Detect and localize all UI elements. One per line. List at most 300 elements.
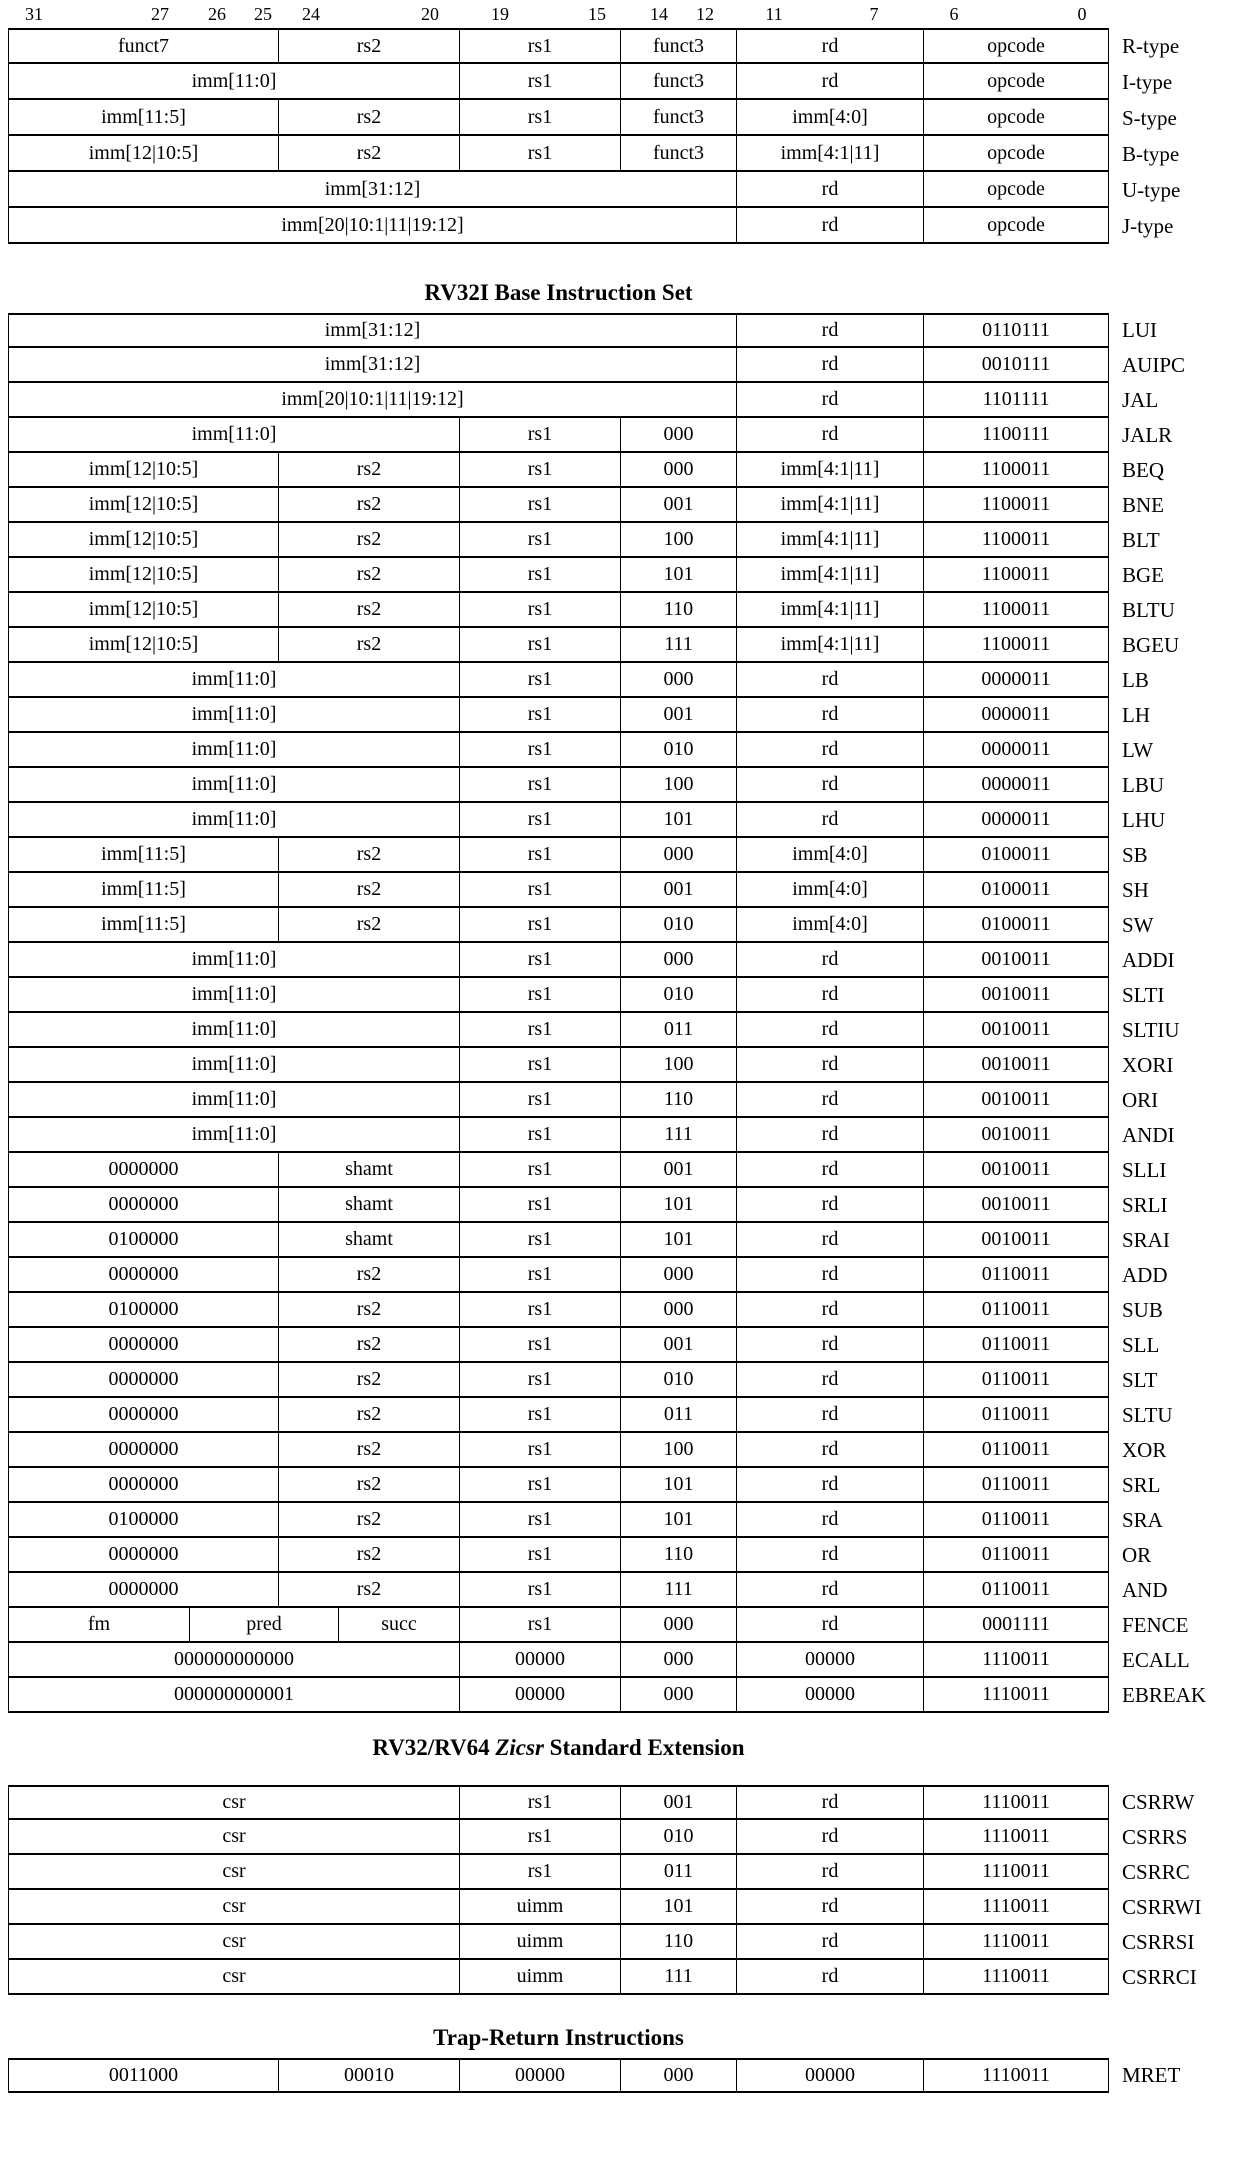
- field-cell: rs1: [460, 1468, 621, 1501]
- encoding-fields: [8, 873, 1109, 908]
- instruction-label: FENCE: [1122, 1613, 1189, 1637]
- field-cell: 000: [621, 453, 737, 486]
- encoding-fields: [8, 64, 1109, 100]
- field-cell: 101: [621, 1503, 737, 1536]
- field-cell: imm[4:0]: [737, 838, 924, 871]
- field-cell: 0000000: [9, 1363, 279, 1396]
- table-row: [8, 1083, 1206, 1118]
- field-cell: rs2: [279, 523, 460, 556]
- field-cell: 0100000: [9, 1293, 279, 1326]
- field-cell: 1100011: [981, 633, 1051, 655]
- field-cell: csr: [9, 1960, 460, 1993]
- table-row: [8, 908, 1206, 943]
- field-cell: imm[4:1|11]: [737, 136, 924, 170]
- table-row: [8, 1643, 1206, 1678]
- field-cell: 000000000001: [9, 1678, 460, 1711]
- field-cell: rd: [737, 315, 924, 346]
- field-cell: 101: [621, 1223, 737, 1256]
- field-cell: imm[11:0]: [9, 1083, 460, 1116]
- table-row: [8, 172, 1180, 208]
- field-cell: imm[4:1|11]: [737, 453, 924, 486]
- field-cell: imm[4:1|11]: [737, 523, 924, 556]
- field-cell: rs1: [460, 943, 621, 976]
- table-row: [8, 1855, 1201, 1890]
- encoding-fields: [8, 348, 1109, 383]
- field-cell: imm[11:0]: [9, 943, 460, 976]
- field-cell: imm[11:5]: [9, 908, 279, 941]
- encoding-fields: [8, 1223, 1109, 1258]
- field-cell: uimm: [460, 1890, 621, 1923]
- field-cell: rd: [737, 1083, 924, 1116]
- field-cell: 1100011: [981, 528, 1051, 550]
- encoding-fields: [8, 2058, 1109, 2093]
- field-cell: 0010111: [981, 353, 1051, 375]
- table-row: [8, 1433, 1206, 1468]
- field-cell: rd: [737, 30, 924, 62]
- field-cell: imm[4:1|11]: [737, 593, 924, 626]
- field-cell: 001: [621, 488, 737, 521]
- field-cell: rd: [737, 1820, 924, 1853]
- field-cell: rd: [737, 1608, 924, 1641]
- field-cell: 00000: [737, 1678, 924, 1711]
- field-cell: 111: [621, 1573, 737, 1606]
- encoding-fields: [8, 943, 1109, 978]
- field-cell: 0010011: [981, 1193, 1051, 1215]
- instruction-label: MRET: [1122, 2063, 1181, 2087]
- field-cell: rs1: [460, 1223, 621, 1256]
- encoding-fields: [8, 383, 1109, 418]
- field-cell: 0110011: [981, 1403, 1051, 1425]
- field-cell: imm[31:12]: [9, 348, 737, 381]
- table-row: [8, 1925, 1201, 1960]
- field-cell: 0000000: [9, 1573, 279, 1606]
- field-cell: 010: [621, 978, 737, 1011]
- table-row: [8, 978, 1206, 1013]
- field-cell: 000: [621, 838, 737, 871]
- field-cell: csr: [9, 1925, 460, 1958]
- table-row: [8, 1153, 1206, 1188]
- encoding-fields: [8, 1925, 1109, 1960]
- instruction-label: U-type: [1122, 177, 1181, 202]
- bit-tick-label: 19: [491, 4, 509, 24]
- field-cell: rd: [737, 1503, 924, 1536]
- field-cell: 111: [621, 628, 737, 661]
- instruction-label: ECALL: [1122, 1648, 1190, 1672]
- field-cell: imm[11:0]: [9, 768, 460, 801]
- field-cell: fm: [9, 1608, 190, 1641]
- field-cell: 0000011: [981, 808, 1051, 830]
- field-cell: 001: [621, 1787, 737, 1818]
- field-cell: rd: [737, 803, 924, 836]
- table-row: [8, 1188, 1206, 1223]
- field-cell: 111: [621, 1960, 737, 1993]
- field-cell: rd: [737, 733, 924, 766]
- bit-tick-label: 14: [650, 4, 668, 24]
- field-cell: rs2: [279, 453, 460, 486]
- bit-tick-label: 0: [1077, 4, 1087, 24]
- field-cell: rs1: [460, 978, 621, 1011]
- encoding-fields: [8, 628, 1109, 663]
- field-cell: rs1: [460, 136, 621, 170]
- encoding-fields: [8, 1820, 1109, 1855]
- field-cell: funct3: [621, 30, 737, 62]
- encoding-fields: [8, 1960, 1109, 1995]
- field-cell: 000: [621, 2060, 737, 2091]
- bit-tick-label: 24: [302, 4, 320, 24]
- table-row: [8, 418, 1206, 453]
- table-row: [8, 64, 1180, 100]
- field-cell: imm[20|10:1|11|19:12]: [9, 208, 737, 242]
- field-cell: 0100011: [981, 843, 1051, 865]
- field-cell: 000: [621, 418, 737, 451]
- table-row: [8, 1538, 1206, 1573]
- field-cell: funct3: [621, 136, 737, 170]
- field-cell: opcode: [987, 34, 1045, 57]
- instruction-label: EBREAK: [1122, 1683, 1206, 1707]
- table-row: [8, 1293, 1206, 1328]
- field-cell: 1100011: [981, 493, 1051, 515]
- instruction-label: SW: [1122, 913, 1154, 937]
- bit-tick-label: 11: [765, 4, 783, 24]
- table-row: [8, 313, 1206, 348]
- field-cell: rs2: [279, 873, 460, 906]
- instruction-label: I-type: [1122, 69, 1173, 94]
- table-row: [8, 1785, 1201, 1820]
- field-cell: rs2: [279, 488, 460, 521]
- field-cell: rs1: [460, 1188, 621, 1221]
- rv32i-table: [8, 313, 1206, 1713]
- table-row: [8, 873, 1206, 908]
- field-cell: 100: [621, 1048, 737, 1081]
- field-cell: csr: [9, 1890, 460, 1923]
- instruction-label: BGEU: [1122, 633, 1180, 657]
- field-cell: rs1: [460, 733, 621, 766]
- instruction-label: CSRRWI: [1122, 1895, 1202, 1919]
- table-row: [8, 1573, 1206, 1608]
- field-cell: 101: [621, 803, 737, 836]
- instruction-label: SLTI: [1122, 983, 1165, 1007]
- field-cell: csr: [9, 1787, 460, 1818]
- field-cell: rs1: [460, 698, 621, 731]
- field-cell: 000000000000: [9, 1643, 460, 1676]
- field-cell: rs1: [460, 418, 621, 451]
- field-cell: rs1: [460, 1153, 621, 1186]
- field-cell: 1110011: [982, 1895, 1050, 1917]
- zicsr-title-post: Standard Extension: [543, 1735, 745, 1760]
- field-cell: imm[12|10:5]: [9, 558, 279, 591]
- field-cell: imm[4:1|11]: [737, 558, 924, 591]
- table-row: [8, 2058, 1180, 2093]
- encoding-fields: [8, 908, 1109, 943]
- encoding-fields: [8, 136, 1109, 172]
- field-cell: 100: [621, 1433, 737, 1466]
- field-cell: 0110011: [981, 1473, 1051, 1495]
- instruction-label: CSRRC: [1122, 1860, 1190, 1884]
- field-cell: rs1: [460, 628, 621, 661]
- instruction-label: JAL: [1122, 388, 1159, 412]
- field-cell: 0010011: [981, 1018, 1051, 1040]
- field-cell: rs2: [279, 1468, 460, 1501]
- field-cell: rd: [737, 172, 924, 206]
- table-row: [8, 1258, 1206, 1293]
- field-cell: 001: [621, 1153, 737, 1186]
- instruction-label: BGE: [1122, 563, 1164, 587]
- field-cell: imm[12|10:5]: [9, 453, 279, 486]
- field-cell: imm[4:0]: [737, 873, 924, 906]
- field-cell: imm[4:1|11]: [737, 628, 924, 661]
- encoding-fields: [8, 1855, 1109, 1890]
- trap-title-text: Trap-Return Instructions: [433, 2025, 684, 2050]
- field-cell: 0000000: [9, 1258, 279, 1291]
- encoding-fields: [8, 1503, 1109, 1538]
- field-cell: rs2: [279, 628, 460, 661]
- bit-tick-label: 7: [869, 4, 879, 24]
- field-cell: shamt: [279, 1153, 460, 1186]
- bit-tick-label: 31: [25, 4, 43, 24]
- bit-tick-label: 25: [254, 4, 272, 24]
- table-row: [8, 663, 1206, 698]
- field-cell: 0110111: [982, 319, 1050, 341]
- field-cell: imm[12|10:5]: [9, 628, 279, 661]
- field-cell: imm[11:0]: [9, 803, 460, 836]
- field-cell: 1110011: [982, 1825, 1050, 1847]
- field-cell: 0100011: [981, 913, 1051, 935]
- field-cell: shamt: [279, 1223, 460, 1256]
- table-row: [8, 593, 1206, 628]
- field-cell: rd: [737, 1925, 924, 1958]
- encoding-fields: [8, 208, 1109, 244]
- field-cell: 0000011: [981, 668, 1051, 690]
- field-cell: rs1: [460, 30, 621, 62]
- field-cell: 00000: [737, 2060, 924, 2091]
- field-cell: imm[12|10:5]: [9, 488, 279, 521]
- field-cell: 1110011: [982, 1860, 1050, 1882]
- field-cell: 1110011: [982, 1683, 1050, 1705]
- field-cell: uimm: [460, 1925, 621, 1958]
- field-cell: rs1: [460, 1013, 621, 1046]
- field-cell: 001: [621, 1328, 737, 1361]
- encoding-fields: [8, 1013, 1109, 1048]
- field-cell: rd: [737, 383, 924, 416]
- field-cell: 000: [621, 1678, 737, 1711]
- field-cell: rd: [737, 1433, 924, 1466]
- field-cell: rd: [737, 698, 924, 731]
- bit-tick-label: 12: [696, 4, 714, 24]
- field-cell: 0100011: [981, 878, 1051, 900]
- table-row: [8, 1013, 1206, 1048]
- table-row: [8, 628, 1206, 663]
- field-cell: 00000: [737, 1643, 924, 1676]
- table-row: [8, 1678, 1206, 1713]
- instruction-label: SRAI: [1122, 1228, 1170, 1252]
- field-cell: rs1: [460, 1503, 621, 1536]
- encoding-fields: [8, 1118, 1109, 1153]
- table-row: [8, 838, 1206, 873]
- field-cell: rs1: [460, 1048, 621, 1081]
- instruction-label: J-type: [1122, 213, 1174, 238]
- field-cell: rd: [737, 1188, 924, 1221]
- encoding-fields: [8, 1678, 1109, 1713]
- instruction-label: OR: [1122, 1543, 1152, 1567]
- field-cell: rs1: [460, 1083, 621, 1116]
- field-cell: rs2: [279, 100, 460, 134]
- field-cell: 0110011: [981, 1578, 1051, 1600]
- field-cell: 1101111: [982, 388, 1050, 410]
- encoding-fields: [8, 1258, 1109, 1293]
- instruction-label: SLL: [1122, 1333, 1160, 1357]
- encoding-fields: [8, 488, 1109, 523]
- field-cell: 0110011: [981, 1543, 1051, 1565]
- field-cell: 1110011: [982, 1791, 1050, 1813]
- field-cell: rd: [737, 1258, 924, 1291]
- field-cell: imm[11:0]: [9, 663, 460, 696]
- table-row: [8, 453, 1206, 488]
- field-cell: 0000000: [9, 1468, 279, 1501]
- instruction-format-table: [8, 28, 1180, 244]
- field-cell: 0000011: [981, 773, 1051, 795]
- field-cell: rd: [737, 1013, 924, 1046]
- instruction-label: ANDI: [1122, 1123, 1175, 1147]
- field-cell: 010: [621, 1820, 737, 1853]
- table-row: [8, 803, 1206, 838]
- field-cell: rs1: [460, 523, 621, 556]
- field-cell: rd: [737, 663, 924, 696]
- field-cell: opcode: [987, 69, 1045, 92]
- encoding-fields: [8, 453, 1109, 488]
- field-cell: 010: [621, 1363, 737, 1396]
- zicsr-table: [8, 1785, 1201, 1995]
- field-cell: 0110011: [981, 1263, 1051, 1285]
- encoding-fields: [8, 558, 1109, 593]
- field-cell: 101: [621, 1468, 737, 1501]
- field-cell: 011: [621, 1013, 737, 1046]
- field-cell: rs2: [279, 1573, 460, 1606]
- trap-return-table: [8, 2058, 1180, 2093]
- field-cell: rs2: [279, 1293, 460, 1326]
- field-cell: 0000000: [9, 1153, 279, 1186]
- field-cell: rd: [737, 1960, 924, 1993]
- encoding-fields: [8, 1890, 1109, 1925]
- field-cell: 000: [621, 1608, 737, 1641]
- field-cell: rd: [737, 1855, 924, 1888]
- instruction-label: ADDI: [1122, 948, 1175, 972]
- field-cell: 110: [621, 1538, 737, 1571]
- field-cell: rs1: [460, 1363, 621, 1396]
- table-row: [8, 1820, 1201, 1855]
- encoding-fields: [8, 1538, 1109, 1573]
- field-cell: 0110011: [981, 1368, 1051, 1390]
- field-cell: rd: [737, 943, 924, 976]
- table-row: [8, 136, 1180, 172]
- encoding-fields: [8, 978, 1109, 1013]
- instruction-label: CSRRW: [1122, 1790, 1195, 1814]
- instruction-label: XORI: [1122, 1053, 1174, 1077]
- instruction-label: BEQ: [1122, 458, 1164, 482]
- table-row: [8, 28, 1180, 64]
- field-cell: rs1: [460, 873, 621, 906]
- field-cell: rs1: [460, 100, 621, 134]
- encoding-fields: [8, 1433, 1109, 1468]
- encoding-fields: [8, 733, 1109, 768]
- field-cell: 0010011: [981, 1158, 1051, 1180]
- field-cell: rs2: [279, 30, 460, 62]
- field-cell: imm[11:0]: [9, 733, 460, 766]
- field-cell: 000: [621, 1643, 737, 1676]
- field-cell: 00000: [460, 1643, 621, 1676]
- encoding-fields: [8, 593, 1109, 628]
- field-cell: rd: [737, 1223, 924, 1256]
- encoding-fields: [8, 1048, 1109, 1083]
- field-cell: 0000011: [981, 703, 1051, 725]
- field-cell: 0010011: [981, 1088, 1051, 1110]
- field-cell: 011: [621, 1855, 737, 1888]
- encoding-fields: [8, 1643, 1109, 1678]
- field-cell: 010: [621, 908, 737, 941]
- table-row: [8, 1608, 1206, 1643]
- zicsr-title-pre: RV32/RV64: [372, 1735, 496, 1760]
- field-cell: 101: [621, 558, 737, 591]
- field-cell: 0110011: [981, 1298, 1051, 1320]
- instruction-label: AND: [1122, 1578, 1168, 1602]
- encoding-fields: [8, 1153, 1109, 1188]
- field-cell: rs1: [460, 1433, 621, 1466]
- field-cell: opcode: [987, 177, 1045, 200]
- field-cell: imm[12|10:5]: [9, 523, 279, 556]
- instruction-label: LHU: [1122, 808, 1166, 832]
- field-cell: 0100000: [9, 1223, 279, 1256]
- field-cell: imm[11:0]: [9, 1118, 460, 1151]
- field-cell: rs1: [460, 1398, 621, 1431]
- instruction-label: LB: [1122, 668, 1149, 692]
- encoding-fields: [8, 100, 1109, 136]
- instruction-label: LBU: [1122, 773, 1164, 797]
- field-cell: csr: [9, 1855, 460, 1888]
- field-cell: 0010011: [981, 1123, 1051, 1145]
- field-cell: imm[11:5]: [9, 873, 279, 906]
- encoding-fields: [8, 1188, 1109, 1223]
- field-cell: rs1: [460, 1293, 621, 1326]
- bit-tick-label: 27: [151, 4, 169, 24]
- instruction-label: BNE: [1122, 493, 1164, 517]
- rv32i-title: [8, 279, 1109, 307]
- field-cell: 1100111: [982, 423, 1050, 445]
- field-cell: imm[31:12]: [9, 172, 737, 206]
- field-cell: imm[11:0]: [9, 978, 460, 1011]
- table-row: [8, 1118, 1206, 1153]
- field-cell: rs1: [460, 1820, 621, 1853]
- field-cell: imm[11:5]: [9, 100, 279, 134]
- field-cell: rs1: [460, 1573, 621, 1606]
- field-cell: imm[4:0]: [737, 908, 924, 941]
- table-row: [8, 1223, 1206, 1258]
- field-cell: rd: [737, 1153, 924, 1186]
- field-cell: rs1: [460, 593, 621, 626]
- instruction-label: SUB: [1122, 1298, 1163, 1322]
- field-cell: 101: [621, 1890, 737, 1923]
- encoding-fields: [8, 803, 1109, 838]
- field-cell: imm[11:5]: [9, 838, 279, 871]
- field-cell: rd: [737, 768, 924, 801]
- field-cell: rs2: [279, 558, 460, 591]
- field-cell: rs1: [460, 1608, 621, 1641]
- table-row: [8, 733, 1206, 768]
- table-row: [8, 943, 1206, 978]
- field-cell: 0010011: [981, 983, 1051, 1005]
- instruction-label: LUI: [1122, 318, 1157, 342]
- field-cell: rd: [737, 1573, 924, 1606]
- instruction-label: LW: [1122, 738, 1154, 762]
- field-cell: imm[11:0]: [9, 1013, 460, 1046]
